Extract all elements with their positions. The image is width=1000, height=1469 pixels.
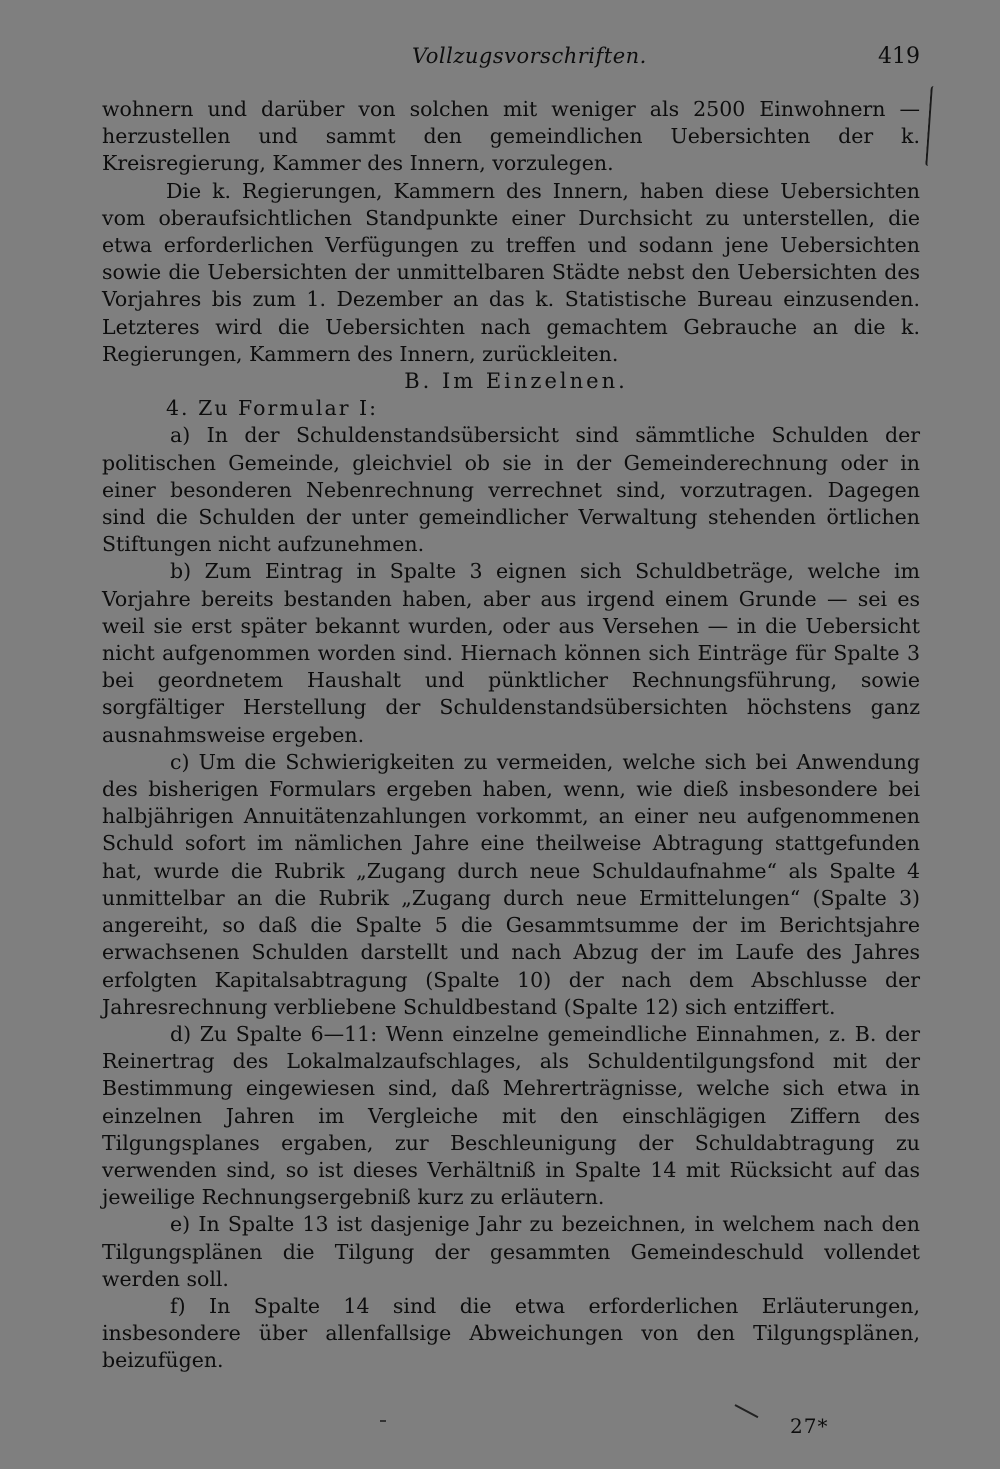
footer-dash-mark xyxy=(380,1420,386,1422)
item-b: b) Zum Eintrag in Spalte 3 eignen sich Schuldbeträge, welche im Vorjahre bereits bestanden haben, aber aus irgend einem Grunde — sei es weil sie erst später bekannt wurden, oder aus Versehen — in die Uebersicht nicht aufgenommen worden sind. Hiernach können sich Einträge für Spalte 3 bei geordnetem Haushalt und pünktlicher Rechnungsführung, sowie sorgfältiger Herstellung der Schuldenstandsübersichten höchstens ganz ausnahmsweise ergeben. xyxy=(102,559,920,747)
running-title: Vollzugsvorschriften. xyxy=(412,44,647,68)
body-text xyxy=(102,96,920,1375)
stray-pen-stroke xyxy=(735,1404,759,1418)
item-f: f) In Spalte 14 sind die etwa erforderlichen Erläuterungen, insbesondere über allenfallsige Abweichungen von den Tilgungsplänen, beizufügen. xyxy=(102,1293,920,1373)
section-heading: B. Im Einzelnen. xyxy=(404,369,628,394)
item-a: a) In der Schuldenstandsübersicht sind sämmtliche Schulden der politischen Gemeinde, gleichviel ob sie in der Gemeinderechnung oder in einer besonderen Nebenrechnung verrechnet sind, vorzutragen. Dagegen sind die Schulden der unter gemeindlicher Verwaltung stehenden örtlichen Stiftungen nicht aufzunehmen. xyxy=(102,423,920,557)
page-number: 419 xyxy=(878,44,920,69)
running-head xyxy=(100,44,920,76)
subsection-heading: 4. Zu Formular I: xyxy=(166,396,379,421)
item-d: d) Zu Spalte 6—11: Wenn einzelne gemeindliche Einnahmen, z. B. der Reinertrag des Lokalmalzaufschlages, als Schuldentilgungsfond mit der Bestimmung eingewiesen sind, daß Mehrerträgnisse, welche sich etwa in einzelnen Jahren im Vergleiche mit den einschlägigen Ziffern des Tilgungsplanes ergaben, zur Beschleunigung der Schuldabtragung zu verwenden sind, so ist dieses Verhältniß in Spalte 14 mit Rücksicht auf das jeweilige Rechnungsergebniß kurz zu erläutern. xyxy=(102,1021,920,1210)
paragraph-regierungen: Die k. Regierungen, Kammern des Innern, haben diese Uebersichten vom oberaufsichtlichen Standpunkte einer Durchsicht zu unterstellen, die etwa erforderlichen Verfügungen zu treffen und sodann jene Uebersichten sowie die Uebersichten der unmittelbaren Städte nebst den Uebersichten des Vorjahres bis zum 1. Dezember an das k. Statistische Bureau einzusenden. Letzteres wird die Uebersichten nach gemachtem Gebrauche an die k. Regierungen, Kammern des Innern, zurückleiten. xyxy=(102,178,920,366)
signature-mark: 27* xyxy=(790,1414,829,1438)
item-e: e) In Spalte 13 ist dasjenige Jahr zu bezeichnen, in welchem nach den Tilgungsplänen die Tilgung der gesammten Gemeindeschuld vollendet werden soll. xyxy=(102,1212,920,1291)
paragraph-continuation: wohnern und darüber von solchen mit weniger als 2500 Einwohnern — herzustellen und sammt den gemeindlichen Uebersichten der k. Kreisregierung, Kammer des Innern, vorzulegen. xyxy=(102,97,920,176)
item-c: c) Um die Schwierigkeiten zu vermeiden, welche sich bei Anwendung des bisherigen Formulars ergeben haben, wenn, wie dieß insbesondere bei halbjährigen Annuitätenzahlungen vorkommt, an einer neu aufgenommenen Schuld sofort im nämlichen Jahre eine theilweise Abtragung stattgefunden hat, wurde die Rubrik „Zugang durch neue Schuldaufnahme“ als Spalte 4 unmittelbar an die Rubrik „Zugang durch neue Ermittelungen“ (Spalte 3) angereiht, so daß die Spalte 5 die Gesammtsumme der im Berichtsjahre erwachsenen Schulden darstellt und nach Abzug der im Laufe des Jahres erfolgten Kapitalsabtragung (Spalte 10) der nach dem Abschlusse der Jahresrechnung verbliebene Schuldbestand (Spalte 12) sich entziffert. xyxy=(102,749,920,1019)
margin-bracket-mark xyxy=(925,86,939,166)
